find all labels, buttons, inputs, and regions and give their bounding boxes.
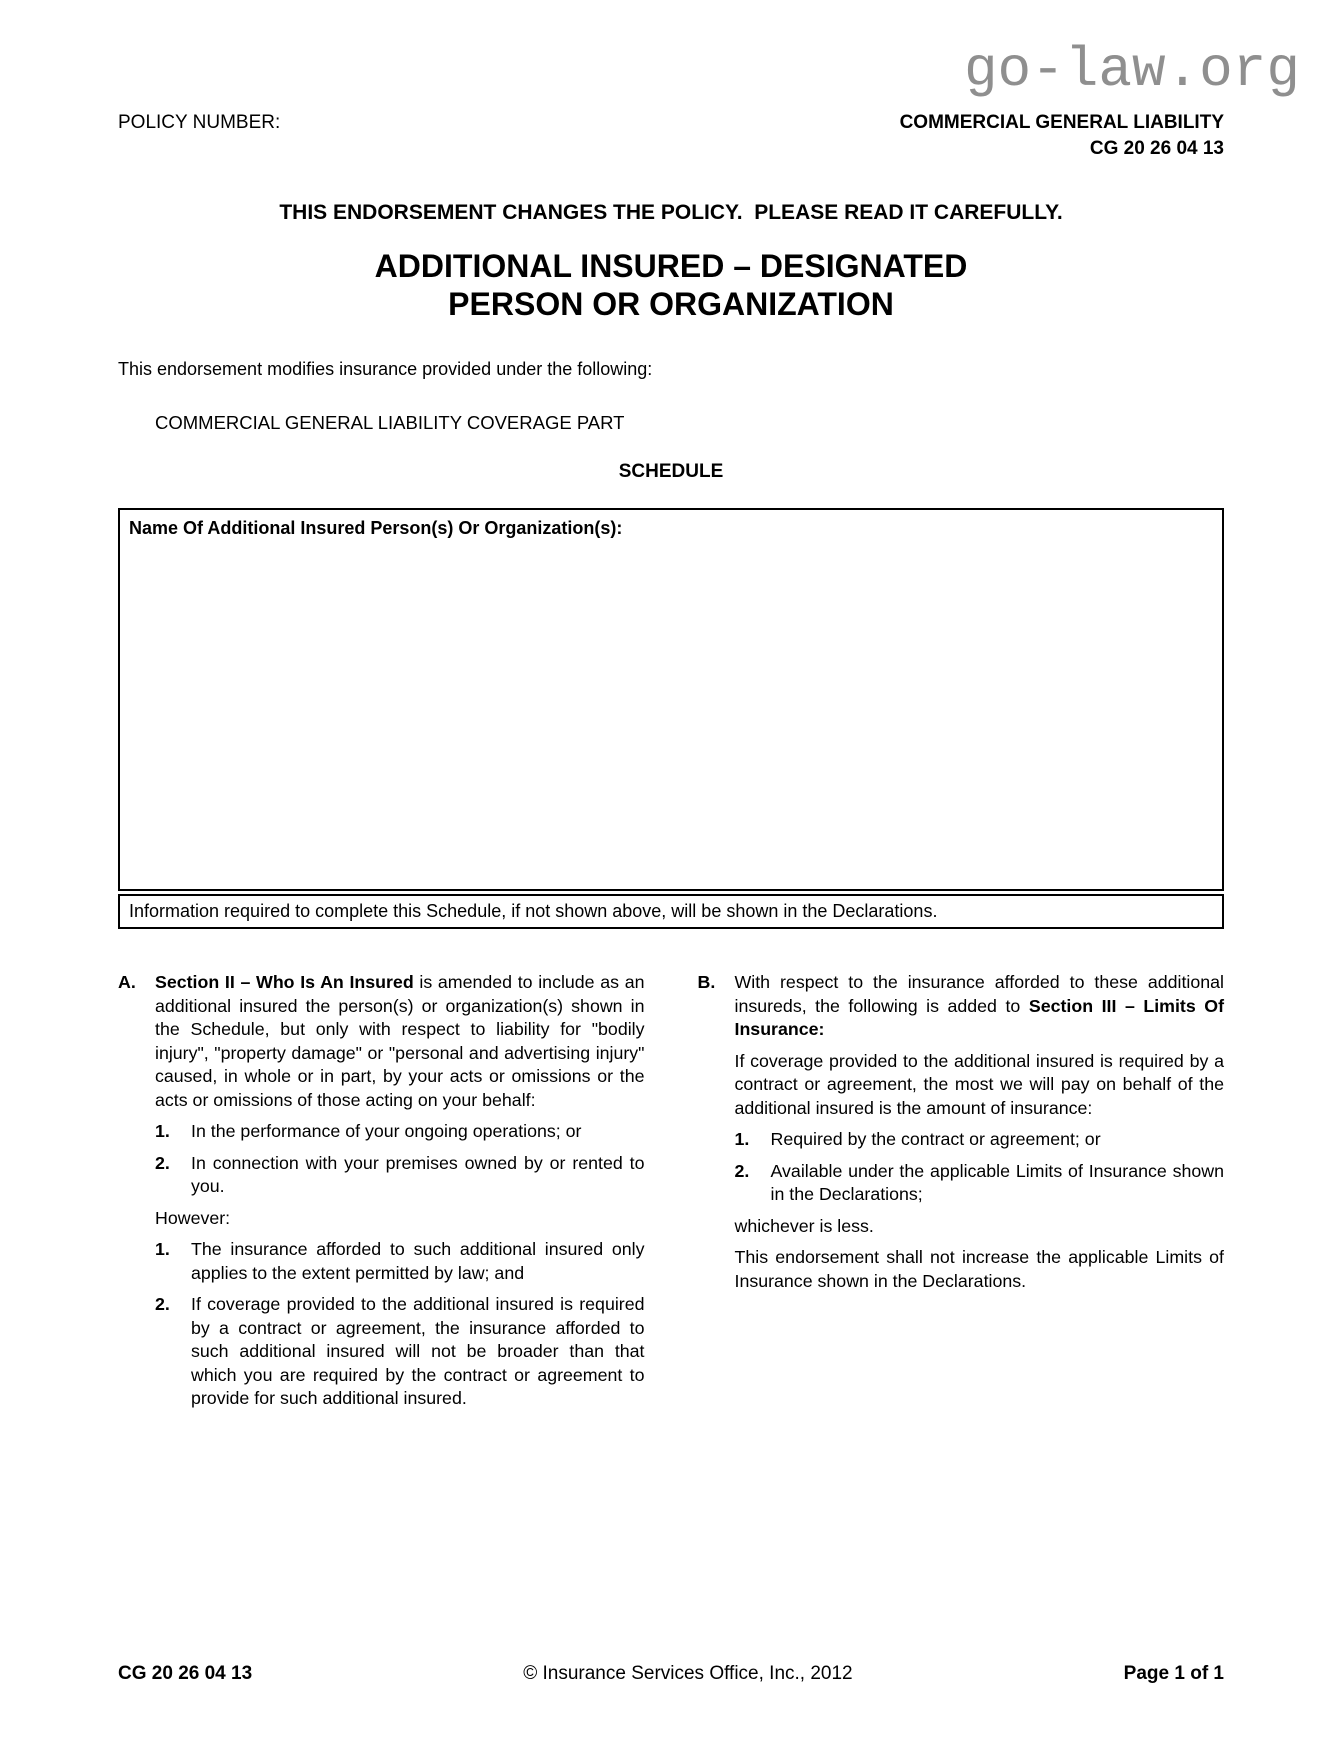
intro-text: This endorsement modifies insurance provided under the following: (118, 359, 653, 379)
line-of-business: COMMERCIAL GENERAL LIABILITY (899, 112, 1224, 133)
list-item-text: In the performance of your ongoing operations; or (191, 1121, 582, 1141)
form-number: CG 20 26 04 13 (1089, 138, 1224, 159)
list-item (155, 1120, 645, 1144)
section-a (118, 971, 645, 1112)
paragraph: whichever is less. (734, 1215, 874, 1236)
list-item-text: The insurance afforded to such additional insured only applies to the extent permitted by law; and (191, 1239, 645, 1283)
list-item-marker: 2. (155, 1152, 170, 1173)
list-item (155, 1238, 645, 1285)
list-item-marker: 1. (155, 1239, 170, 1259)
section-b (698, 971, 1225, 1042)
policy-number-label: POLICY NUMBER: (118, 112, 281, 133)
section-b-marker: B. (697, 972, 716, 992)
list-item (735, 1128, 1225, 1152)
endorsement-notice: THIS ENDORSEMENT CHANGES THE POLICY. PLEASE READ IT CAREFULLY. (279, 201, 1063, 224)
column-right (698, 971, 1225, 1411)
list-item-text: In connection with your premises owned by or rented to you. (191, 1152, 645, 1196)
paragraph: If coverage provided to the additional insured is required by a contract or agreement, the most we will pay on behalf of the additional insured is the amount of insurance: (734, 1050, 1224, 1118)
schedule-name-label: Name Of Additional Insured Person(s) Or Organization(s): (129, 518, 623, 538)
header-right-block (900, 110, 1224, 162)
list-item (735, 1160, 1225, 1207)
list-item-text: Required by the contract or agreement; or (770, 1129, 1101, 1149)
list-item (155, 1152, 645, 1199)
section-b-text (735, 971, 1225, 1042)
section-a-text (155, 971, 645, 1112)
coverage-part: COMMERCIAL GENERAL LIABILITY COVERAGE PART (155, 412, 625, 433)
list-item-text: If coverage provided to the additional insured is required by a contract or agreement, the insurance afforded to such additional insured will not be broader than that which you are required by the contract or agreement to provide for such additional insured. (191, 1294, 645, 1408)
form-title (118, 247, 1224, 323)
list-item-marker: 2. (734, 1160, 750, 1181)
body-columns (118, 971, 1224, 1411)
section-a-rest: is amended to include as an additional insured the person(s) or organization(s) shown in the Schedule, but only with respect to liability for "bodily injury", "property damage" or "personal and advertising injury" caused, in whole or in part, by your acts or omissions or the acts or omissions of those acting on your behalf: (155, 972, 645, 1110)
section-a-bold: Section II – Who Is An Insured (155, 972, 414, 992)
column-left (118, 971, 645, 1411)
watermark: go-law.org (963, 38, 1300, 102)
footer (118, 1662, 1224, 1686)
form-title-line2: PERSON OR ORGANIZATION (448, 286, 894, 322)
however-paragraph: However: (155, 1207, 231, 1228)
schedule-heading: SCHEDULE (618, 461, 724, 482)
schedule-note: Information required to complete this Schedule, if not shown above, will be shown in the Declarations. (118, 894, 1224, 929)
schedule-name-field[interactable] (129, 540, 1213, 840)
list-item-marker: 2. (155, 1294, 170, 1314)
footer-form-number: CG 20 26 04 13 (118, 1663, 253, 1684)
schedule-box (118, 508, 1224, 891)
footer-copyright: © Insurance Services Office, Inc., 2012 (523, 1663, 853, 1684)
list-item-marker: 1. (734, 1129, 750, 1149)
section-a-marker: A. (118, 972, 136, 992)
form-title-line1: ADDITIONAL INSURED – DESIGNATED (374, 248, 968, 284)
list-item (155, 1293, 645, 1411)
footer-page-number: Page 1 of 1 (1123, 1663, 1224, 1684)
section-b-bold: Section III – Limits Of Insurance: (734, 995, 1224, 1039)
list-item-text: Available under the applicable Limits of Insurance shown in the Declarations; (770, 1160, 1224, 1204)
paragraph: This endorsement shall not increase the applicable Limits of Insurance shown in the Declarations. (734, 1247, 1224, 1291)
section-b-rest: With respect to the insurance afforded to these additional insureds, the following is added to (734, 972, 1224, 1016)
list-item-marker: 1. (155, 1121, 170, 1141)
